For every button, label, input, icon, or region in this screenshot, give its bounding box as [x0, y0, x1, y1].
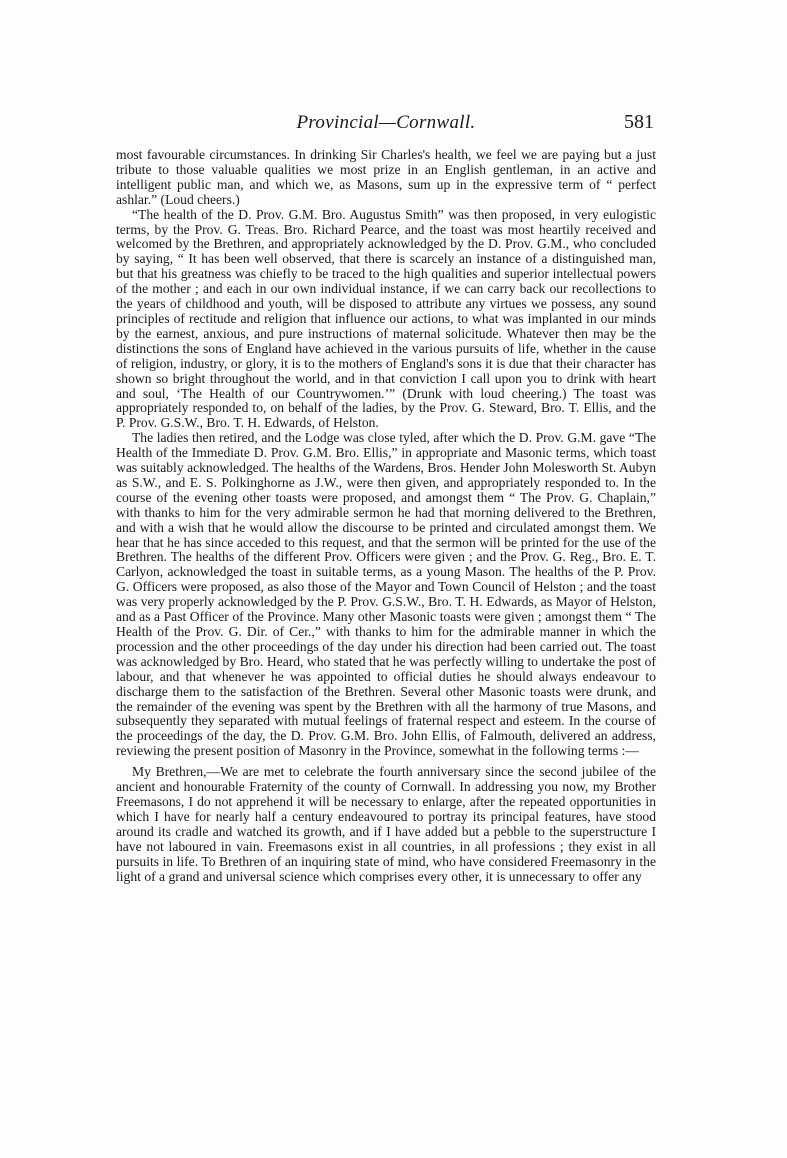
paragraph-continuation: most favourable circumstances. In drinking Sir Charles's health, we feel we are paying but a just tribute to those valuable qualities we most prize in an English gentleman, in an active and intelligent public man, and which we, as Masons, sum up in the expressive term of “ perfect ashlar.” (Loud cheers.)	[116, 147, 656, 207]
page-header	[118, 112, 654, 140]
paragraph-address: My Brethren,—We are met to celebrate the fourth anniversary since the second jubilee of the ancient and honourable Fraternity of the county of Cornwall. In addressing you now, my Brother Freemasons, I do not apprehend it will be necessary to enlarge, after the repeated opportunities in which I have for nearly half a century endeavoured to portray its principal features, have stood around its cradle and watched its growth, and if I have added but a pebble to the superstructure I have not laboured in vain. Freemasons exist in all countries, in all professions ; they exist in all pursuits in life. To Brethren of an inquiring state of mind, who have considered Freemasonry in the light of a grand and universal science which comprises every other, it is unnecessary to offer any	[116, 764, 656, 884]
page-number: 581	[624, 111, 654, 133]
running-title: Provincial—Cornwall.	[296, 112, 476, 133]
paragraph-toast-d-prov-gm: “The health of the D. Prov. G.M. Bro. Augustus Smith” was then proposed, in very eulogistic terms, by the Prov. G. Treas. Bro. Richard Pearce, and the toast was most heartily received and welcomed by the Brethren, and appropriately acknowledged by the D. Prov. G.M., who concluded by saying, “ It has been well observed, that there is scarcely an instance of a distinguished man, but that his greatness was chiefly to be traced to the high qualities and superior intellectual powers of the mother ; and each in our own individual instance, if we can carry back our recollections to the years of childhood and youth, will be disposed to attribute any virtues we possess, any sound principles of rectitude and religion that influence our actions, to what was implanted in our minds by the earnest, anxious, and pure instructions of maternal solicitude. Whatever then may be the distinctions the sons of England have achieved in the various pursuits of life, whether in the cause of religion, industry, or glory, it is to the mothers of England's sons it is due that their character has shown so bright throughout the world, and in that conviction I call upon you to drink with heart and soul, ‘The Health of our Countrywomen.’” (Drunk with loud cheering.) The toast was appropriately responded to, on behalf of the ladies, by the Prov. G. Steward, Bro. T. Ellis, and the P. Prov. G.S.W., Bro. T. H. Edwards, of Helston.	[116, 206, 656, 431]
body-text	[116, 148, 656, 884]
paragraph-ladies-retired: The ladies then retired, and the Lodge was close tyled, after which the D. Prov. G.M. gave “The Health of the Immediate D. Prov. G.M. Bro. Ellis,” in appropriate and Masonic terms, which toast was suitably acknowledged. The healths of the Wardens, Bros. Hender John Molesworth St. Aubyn as S.W., and E. S. Polkinghorne as J.W., were then given, and appropriately responded to. In the course of the evening other toasts were proposed, and amongst them “ The Prov. G. Chaplain,” with thanks to him for the very admirable sermon he had that morning delivered to the Brethren, and with a wish that he would allow the discourse to be printed and circulated amongst them. We hear that he has since acceded to this request, and that the sermon will be printed for the use of the Brethren. The healths of the different Prov. Officers were given ; and the Prov. G. Reg., Bro. E. T. Carlyon, acknowledged the toast in suitable terms, as a young Mason. The healths of the P. Prov. G. Officers were proposed, as also those of the Mayor and Town Council of Helston ; and the toast was very properly acknowledged by the P. Prov. G.S.W., Bro. T. H. Edwards, as Mayor of Helston, and as a Past Officer of the Province. Many other Masonic toasts were given ; amongst them “ The Health of the Prov. G. Dir. of Cer.,” with thanks to him for the admirable manner in which the procession and the other proceedings of the day under his direction had been carried out. The toast was acknowledged by Bro. Heard, who stated that he was perfectly willing to undertake the post of labour, and that whenever he was appointed to official duties he should always endeavour to discharge them to the satisfaction of the Brethren. Several other Masonic toasts were drunk, and the remainder of the evening was spent by the Brethren with all the harmony of true Masons, and subsequently they separated with mutual feelings of fraternal respect and esteem. In the course of the proceedings of the day, the D. Prov. G.M. Bro. John Ellis, of Falmouth, delivered an address, reviewing the present position of Masonry in the Province, somewhat in the following terms :—	[116, 430, 656, 759]
